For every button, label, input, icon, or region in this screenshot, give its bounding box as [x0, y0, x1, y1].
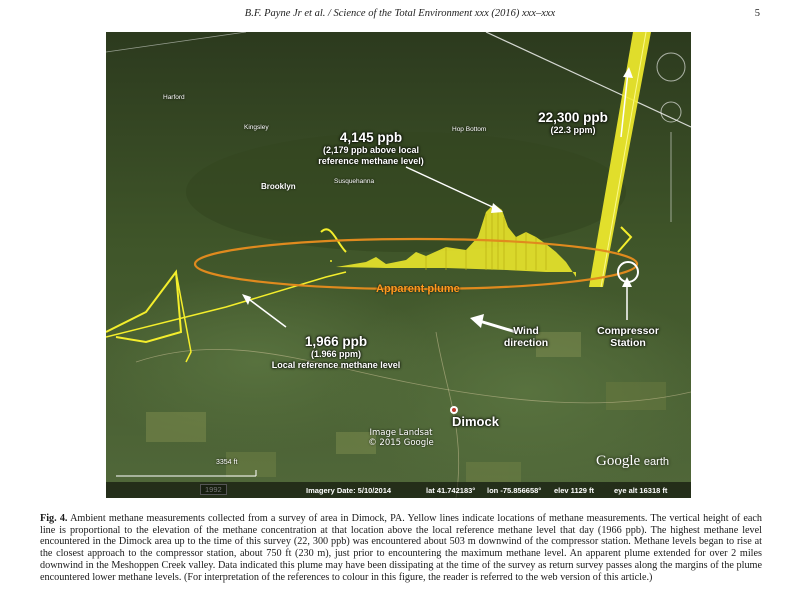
- page-number: 5: [754, 8, 760, 19]
- status-lon: lon -75.856658°: [487, 486, 542, 495]
- running-title: B.F. Payne Jr et al. / Science of the Total Environment xxx (2016) xxx–xxx: [244, 8, 556, 19]
- callout-reference: [256, 334, 416, 371]
- callout-ref-ppm: (1.966 ppm): [310, 349, 361, 359]
- compressor-label-1: Compressor: [597, 325, 659, 337]
- place-kingsley: Kingsley: [244, 124, 269, 131]
- callout-ref-detail: Local reference methane level: [271, 360, 401, 370]
- callout-ref-ppb: 1,966 ppb: [304, 334, 368, 349]
- callout-peak: [528, 110, 618, 136]
- figure-google-earth-map: [106, 32, 691, 498]
- caption-text: Ambient methane measurements collected from a survey of area in Dimock, PA. Yellow lines indicate locations of methane measurements. The vertical height of each line is proportional to the elevation of the methane concentration at that location above the local reference methane level that day (1966 ppb). The highest methane level encountered in the Dimock area up to the time of this survey (22, 300 ppb) was encountered about 503 m downwind of the compressor station. Methane levels began to rise at the closest approach to the compressor station, about 750 ft (230 m), just prior to encountering the maximum methane level. An apparent plume extended for over 2 miles downwind in the Meshoppen Creek valley. Data indicated this plume may have been dissipating at the time of the survey as return survey passes along the margins of the plume encountered lower methane levels. (For interpretation of the references to colour in this figure, the reader is referred to the web version of this article.): [40, 513, 762, 583]
- status-eye-alt: eye alt 16318 ft: [614, 486, 668, 495]
- imagery-credit: [356, 428, 446, 448]
- imagery-credit-1: Image Landsat: [369, 428, 433, 438]
- status-date: Imagery Date: 5/10/2014: [306, 486, 392, 495]
- scale-label: 3354 ft: [216, 459, 238, 466]
- place-dimock: Dimock: [452, 414, 499, 429]
- plume-label: Apparent plume: [376, 283, 460, 295]
- caption-label: Fig. 4.: [40, 513, 68, 524]
- place-brooklyn: Brooklyn: [261, 182, 296, 191]
- wind-label-1: Wind: [513, 325, 539, 337]
- place-harford: Harford: [163, 94, 185, 101]
- logo-earth-text: earth: [643, 456, 669, 468]
- compressor-label: [588, 325, 668, 349]
- imagery-credit-2: © 2015 Google: [368, 438, 434, 448]
- wind-label-2: direction: [503, 337, 549, 349]
- callout-max-ppb: 4,145 ppb: [339, 130, 403, 145]
- callout-max-detail-2: reference methane level): [318, 156, 424, 166]
- status-elev: elev 1129 ft: [554, 486, 595, 495]
- place-susquehanna: Susquehanna: [334, 178, 375, 185]
- logo-google-text: Google: [596, 453, 641, 469]
- callout-peak-ppb: 22,300 ppb: [538, 110, 608, 125]
- callout-max-detail-1: (2,179 ppb above local: [322, 145, 420, 155]
- wind-label: [496, 325, 556, 349]
- figure-caption: [40, 513, 762, 583]
- place-hop-bottom: Hop Bottom: [452, 126, 487, 133]
- status-lat: lat 41.742183°: [426, 486, 476, 495]
- google-earth-logo: [596, 453, 669, 470]
- callout-peak-ppm: (22.3 ppm): [550, 125, 596, 135]
- status-bar: [106, 482, 691, 498]
- callout-max: [306, 130, 436, 167]
- compressor-label-2: Station: [610, 337, 646, 349]
